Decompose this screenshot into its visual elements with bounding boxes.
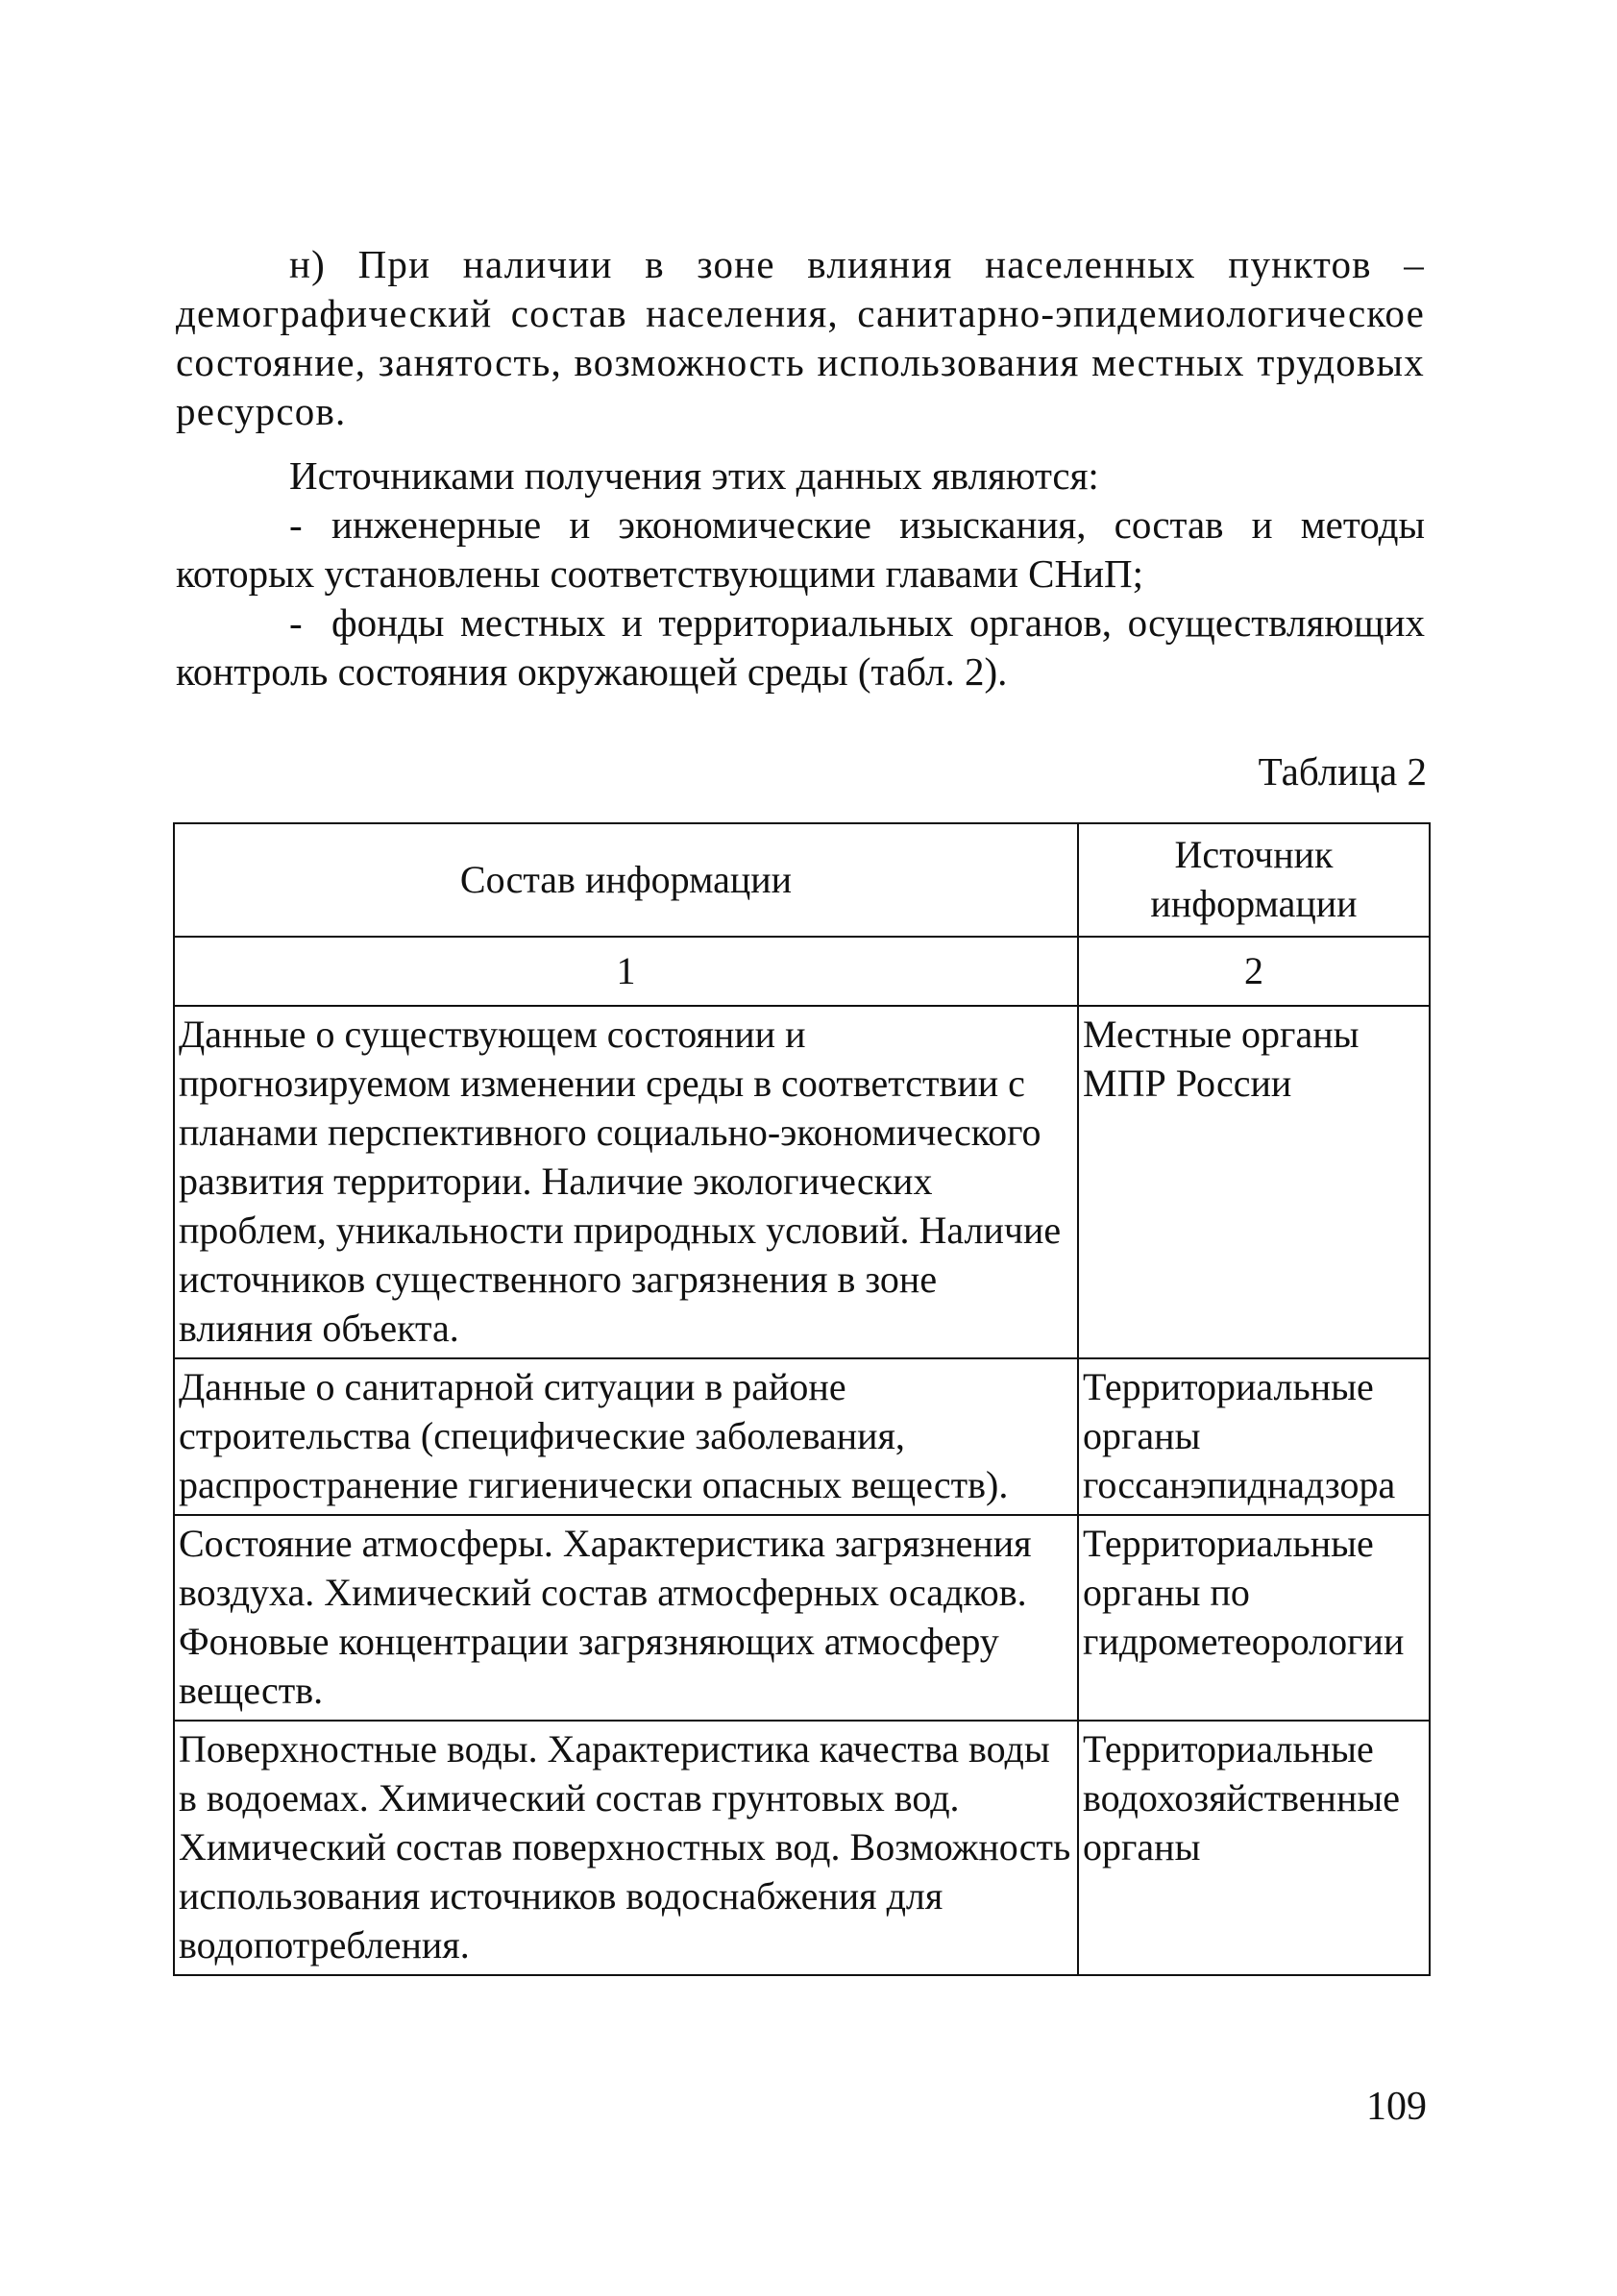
cell-info: Состояние атмосферы. Характеристика загрязнения воздуха. Химический состав атмосферных осадков. Фоновые концентрации загрязняющих атмосферу веществ. xyxy=(174,1515,1078,1721)
paragraph-n xyxy=(176,240,1425,436)
list-bullet: - xyxy=(289,600,303,645)
information-sources-table xyxy=(173,822,1431,1976)
table-caption: Таблица 2 xyxy=(1258,749,1427,794)
cell-info: Данные о существующем состоянии и прогнозируемом изменении среды в соответствии с планами перспективного социально-экономического развития территории. Наличие экологических проблем, уникальности природных условий. Наличие источников существенного загрязнения в зоне влияния объекта. xyxy=(174,1006,1078,1358)
table-row xyxy=(174,1006,1430,1358)
column-number-2: 2 xyxy=(1078,937,1430,1006)
paragraph-n-text: н) При наличии в зоне влияния населенных пунктов – демографический состав населения, санитарно-эпидемиологическое состояние, занятость, возможность использования местных трудовых ресурсов. xyxy=(176,242,1425,433)
cell-source: Территориальные органы по гидрометеорологии xyxy=(1078,1515,1430,1721)
table-header-row xyxy=(174,823,1430,937)
sources-item-text: инженерные и экономические изыскания, состав и методы которых установлены соответствующими главами СНиП; xyxy=(176,502,1425,596)
table-row xyxy=(174,1358,1430,1515)
list-bullet: - xyxy=(289,502,303,547)
column-number-1: 1 xyxy=(174,937,1078,1006)
cell-info: Данные о санитарной ситуации в районе строительства (специфические заболевания, распространение гигиенически опасных веществ). xyxy=(174,1358,1078,1515)
table-row xyxy=(174,1515,1430,1721)
header-cell-info: Состав информации xyxy=(174,823,1078,937)
sources-list-item xyxy=(176,598,1425,696)
sources-intro: Источниками получения этих данных являются: xyxy=(289,453,1099,498)
cell-source: Местные органы МПР России xyxy=(1078,1006,1430,1358)
table-row xyxy=(174,1721,1430,1975)
cell-source: Территориальные органы госсанэпиднадзора xyxy=(1078,1358,1430,1515)
page-number: 109 xyxy=(1366,2085,1427,2129)
header-cell-source: Источник информации xyxy=(1078,823,1430,937)
sources-item-text: фонды местных и территориальных органов, осуществляющих контроль состояния окружающей среды (табл. 2). xyxy=(176,600,1425,694)
table-column-number-row xyxy=(174,937,1430,1006)
cell-info: Поверхностные воды. Характеристика качества воды в водоемах. Химический состав грунтовых вод. Химический состав поверхностных вод. Возможность использования источников водоснабжения для водопотребления. xyxy=(174,1721,1078,1975)
sources-list-item xyxy=(176,501,1425,598)
sources-section xyxy=(176,452,1425,696)
cell-source: Территориальные водохозяйственные органы xyxy=(1078,1721,1430,1975)
